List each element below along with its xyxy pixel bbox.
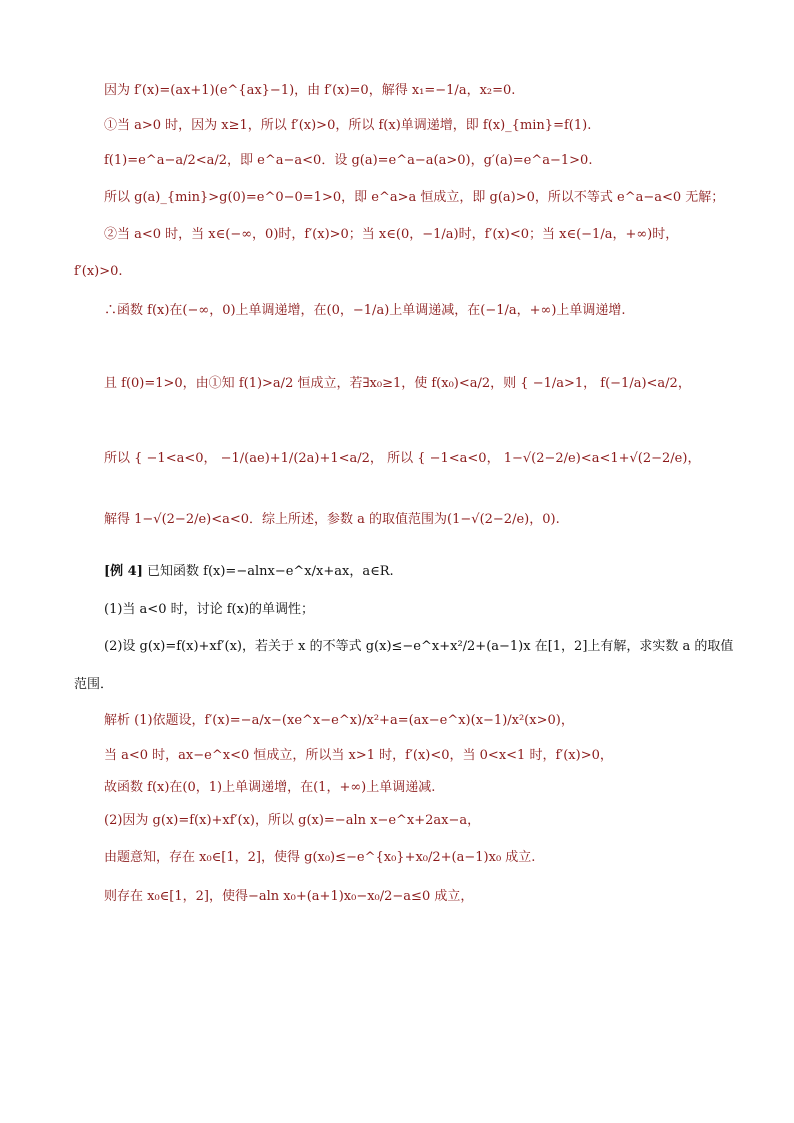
analysis-line-6: 则存在 x₀∈[1，2]，使得−aln x₀+(a+1)x₀−x₀/2−a≤0 成立， (104, 889, 474, 904)
analysis-line-2: 当 a<0 时，ax−e^x<0 恒成立，所以当 x>1 时，f′(x)<0，当 0<x<1 时，f′(x)>0， (104, 748, 613, 763)
question-1: (1)当 a<0 时，讨论 f(x)的单调性； (104, 602, 315, 617)
analysis-line-1: 解析 (1)依题设，f′(x)=−a/x−(xe^x−e^x)/x²+a=(ax−e^x)(x−1)/x²(x>0)， (104, 713, 574, 728)
solution-line-2: ①当 a>0 时，因为 x≥1，所以 f′(x)>0，所以 f(x)单调递增，即 f(x)_{min}=f(1). (104, 118, 592, 133)
example-label: [例 4] (104, 564, 143, 579)
solution-line-8: 且 f(0)=1>0，由①知 f(1)>a/2 恒成立，若∃x₀≥1，使 f(x₀)<a/2，则 { −1/a>1， f(−1/a)<a/2， (104, 376, 691, 391)
question-2-line-1: (2)设 g(x)=f(x)+xf′(x)，若关于 x 的不等式 g(x)≤−e^x+x²/2+(a−1)x 在[1，2]上有解，求实数 a 的取值 (104, 639, 734, 654)
solution-line-3: f(1)=e^a−a/2<a/2，即 e^a−a<0．设 g(a)=e^a−a(a>0)，g′(a)=e^a−1>0. (104, 153, 593, 168)
solution-line-10: 解得 1−√(2−2/e)<a<0．综上所述，参数 a 的取值范围为(1−√(2−2/e)，0). (104, 512, 560, 527)
question-2-line-2: 范围． (74, 677, 114, 692)
analysis-line-3: 故函数 f(x)在(0，1)上单调递增，在(1，+∞)上单调递减. (104, 780, 436, 795)
solution-line-5: ②当 a<0 时，当 x∈(−∞，0)时，f′(x)>0；当 x∈(0，−1/a)时，f′(x)<0；当 x∈(−1/a，+∞)时， (104, 227, 679, 242)
example-statement: 已知函数 f(x)=−alnx−e^x/x+ax，a∈R. (147, 564, 394, 579)
solution-line-4: 所以 g(a)_{min}>g(0)=e^0−0=1>0，即 e^a>a 恒成立，即 g(a)>0，所以不等式 e^a−a<0 无解； (104, 190, 725, 205)
solution-line-7: ∴函数 f(x)在(−∞，0)上单调递增，在(0，−1/a)上单调递减，在(−1/a，+∞)上单调递增. (104, 303, 626, 318)
solution-line-9: 所以 { −1<a<0， −1/(ae)+1/(2a)+1<a/2， 所以 { −1<a<0， 1−√(2−2/e)<a<1+√(2−2/e)， (104, 451, 701, 466)
example-heading (104, 563, 394, 581)
solution-line-1: 因为 f′(x)=(ax+1)(e^{ax}−1)，由 f′(x)=0，解得 x₁=−1/a，x₂=0. (104, 83, 516, 98)
analysis-line-4: (2)因为 g(x)=f(x)+xf′(x)，所以 g(x)=−aln x−e^x+2ax−a， (104, 813, 481, 828)
analysis-line-5: 由题意知，存在 x₀∈[1，2]，使得 g(x₀)≤−e^{x₀}+x₀/2+(a−1)x₀ 成立. (104, 850, 536, 865)
solution-line-6: f′(x)>0. (74, 264, 123, 279)
